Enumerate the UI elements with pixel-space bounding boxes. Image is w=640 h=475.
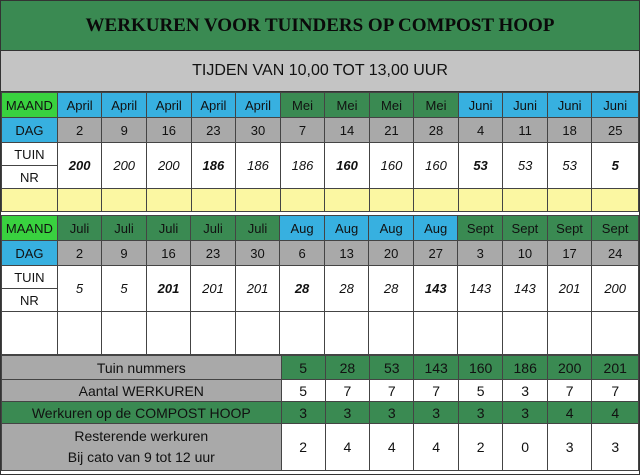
tuin-cell: 200 [147,143,192,189]
month-cell: Aug [324,216,369,241]
month-cell: Mei [369,93,414,118]
tuin-cell: 5 [102,266,146,312]
compost-cell: 3 [503,402,548,424]
day-cell: 27 [413,241,458,266]
month-cell: Juli [102,216,146,241]
month-cell: Juni [458,93,503,118]
day-cell: 11 [503,118,548,143]
resterend-cell: 0 [503,424,548,471]
nr-label: NR [2,289,58,312]
tuin-cell: 186 [191,143,236,189]
summary-row-resterend [2,424,639,471]
tuin-nummer-cell: 186 [503,356,548,380]
month-cell: Sept [592,216,639,241]
tuin-cell: 200 [102,143,147,189]
tuin-cell: 28 [324,266,369,312]
month-cell: Aug [280,216,325,241]
month-cell: Aug [369,216,414,241]
day-cell: 18 [547,118,592,143]
tuin-nummers-label: Tuin nummers [2,356,282,380]
month-cell: Sept [458,216,503,241]
nr-label: NR [2,166,58,189]
tuin-nummer-cell: 143 [414,356,459,380]
tuin-cell: 53 [458,143,503,189]
compost-cell: 3 [370,402,414,424]
tuin-cell: 28 [280,266,325,312]
month-cell: Mei [414,93,459,118]
dag-label: DAG [2,118,58,143]
aantal-cell: 5 [281,380,325,402]
aantal-werkuren-label: Aantal WERKUREN [2,380,282,402]
tuin-cell: 200 [592,266,639,312]
day-cell: 30 [236,118,281,143]
day-cell: 21 [369,118,414,143]
tuin-nummer-cell: 5 [281,356,325,380]
day-cell: 13 [324,241,369,266]
month-row [2,216,639,241]
day-cell: 2 [57,241,101,266]
tuin-nummer-cell: 53 [370,356,414,380]
tuin-cell: 201 [191,266,236,312]
day-cell: 3 [458,241,503,266]
tuin-cell: 53 [547,143,592,189]
month-cell: Juli [57,216,101,241]
aantal-cell: 7 [547,380,592,402]
tuin-cell: 160 [369,143,414,189]
resterende-label-line-2: Bij cato van 9 tot 12 uur [67,449,215,465]
tuin-nummer-cell: 160 [458,356,503,380]
aantal-cell: 7 [592,380,639,402]
aantal-cell: 7 [325,380,369,402]
day-cell: 16 [146,241,191,266]
month-row [2,93,639,118]
compost-cell: 4 [592,402,639,424]
day-cell: 24 [592,241,639,266]
month-cell: Juli [146,216,191,241]
tuin-nummer-cell: 200 [547,356,592,380]
resterend-cell: 3 [592,424,639,471]
dag-label: DAG [2,241,58,266]
schedule-block-1 [1,92,639,212]
tuin-cell: 201 [547,266,592,312]
day-cell: 7 [280,118,325,143]
compost-cell: 4 [547,402,592,424]
day-cell: 2 [57,118,102,143]
resterend-cell: 2 [458,424,503,471]
day-cell: 4 [458,118,503,143]
month-cell: Juli [235,216,280,241]
resterend-cell: 4 [414,424,459,471]
day-cell: 14 [325,118,370,143]
summary-row-aantal [2,380,639,402]
maand-label: MAAND [2,216,58,241]
tuin-cell: 5 [57,266,101,312]
tuin-row [2,266,639,289]
resterende-label-line-1: Resterende werkuren [74,428,209,444]
sheet-title: WERKUREN VOOR TUINDERS OP COMPOST HOOP [1,1,639,51]
day-cell: 16 [147,118,192,143]
month-cell: April [191,93,236,118]
month-cell: Juni [503,93,548,118]
tuin-label: TUIN [2,143,58,166]
day-cell: 23 [191,241,236,266]
aantal-cell: 7 [370,380,414,402]
month-cell: Mei [280,93,325,118]
tuin-cell: 186 [236,143,281,189]
resterende-werkuren-label [2,424,282,471]
tuin-row [2,143,639,166]
day-row [2,241,639,266]
compost-cell: 3 [458,402,503,424]
sheet-subtitle: TIJDEN VAN 10,00 TOT 13,00 UUR [1,51,639,92]
day-cell: 28 [414,118,459,143]
day-cell: 10 [503,241,548,266]
tuin-cell: 160 [325,143,370,189]
tuin-cell: 160 [414,143,459,189]
spacer-row-empty [2,312,639,355]
day-row [2,118,639,143]
month-cell: Juni [547,93,592,118]
tuin-cell: 201 [146,266,191,312]
compost-cell: 3 [325,402,369,424]
month-cell: Juni [592,93,639,118]
resterend-cell: 2 [281,424,325,471]
resterend-cell: 3 [547,424,592,471]
compost-cell: 3 [414,402,459,424]
tuin-nummer-cell: 28 [325,356,369,380]
tuin-cell: 201 [235,266,280,312]
resterend-cell: 4 [325,424,369,471]
month-cell: April [147,93,192,118]
day-cell: 23 [191,118,236,143]
month-cell: April [236,93,281,118]
month-cell: Aug [413,216,458,241]
day-cell: 6 [280,241,325,266]
tuin-cell: 28 [369,266,414,312]
day-cell: 17 [547,241,592,266]
schedule-block-2 [1,215,639,355]
tuin-cell: 186 [280,143,325,189]
month-cell: Sept [547,216,592,241]
tuin-cell: 143 [458,266,503,312]
tuin-label: TUIN [2,266,58,289]
month-cell: Juli [191,216,236,241]
month-cell: Sept [503,216,548,241]
tuin-cell: 143 [503,266,548,312]
aantal-cell: 3 [503,380,548,402]
month-cell: April [57,93,102,118]
month-cell: April [102,93,147,118]
tuin-cell: 5 [592,143,639,189]
resterend-cell: 4 [370,424,414,471]
tuin-cell: 143 [413,266,458,312]
spacer-row-yellow [2,189,639,212]
compost-cell: 3 [281,402,325,424]
maand-label: MAAND [2,93,58,118]
day-cell: 30 [235,241,280,266]
month-cell: Mei [325,93,370,118]
tuin-cell: 200 [57,143,102,189]
summary-table [1,355,639,471]
day-cell: 20 [369,241,414,266]
day-cell: 9 [102,241,146,266]
tuin-nummer-cell: 201 [592,356,639,380]
summary-row-tuin-nummers [2,356,639,380]
day-cell: 25 [592,118,639,143]
summary-row-compost [2,402,639,424]
compost-werkuren-label: Werkuren op de COMPOST HOOP [2,402,282,424]
aantal-cell: 5 [458,380,503,402]
day-cell: 9 [102,118,147,143]
aantal-cell: 7 [414,380,459,402]
tuin-cell: 53 [503,143,548,189]
